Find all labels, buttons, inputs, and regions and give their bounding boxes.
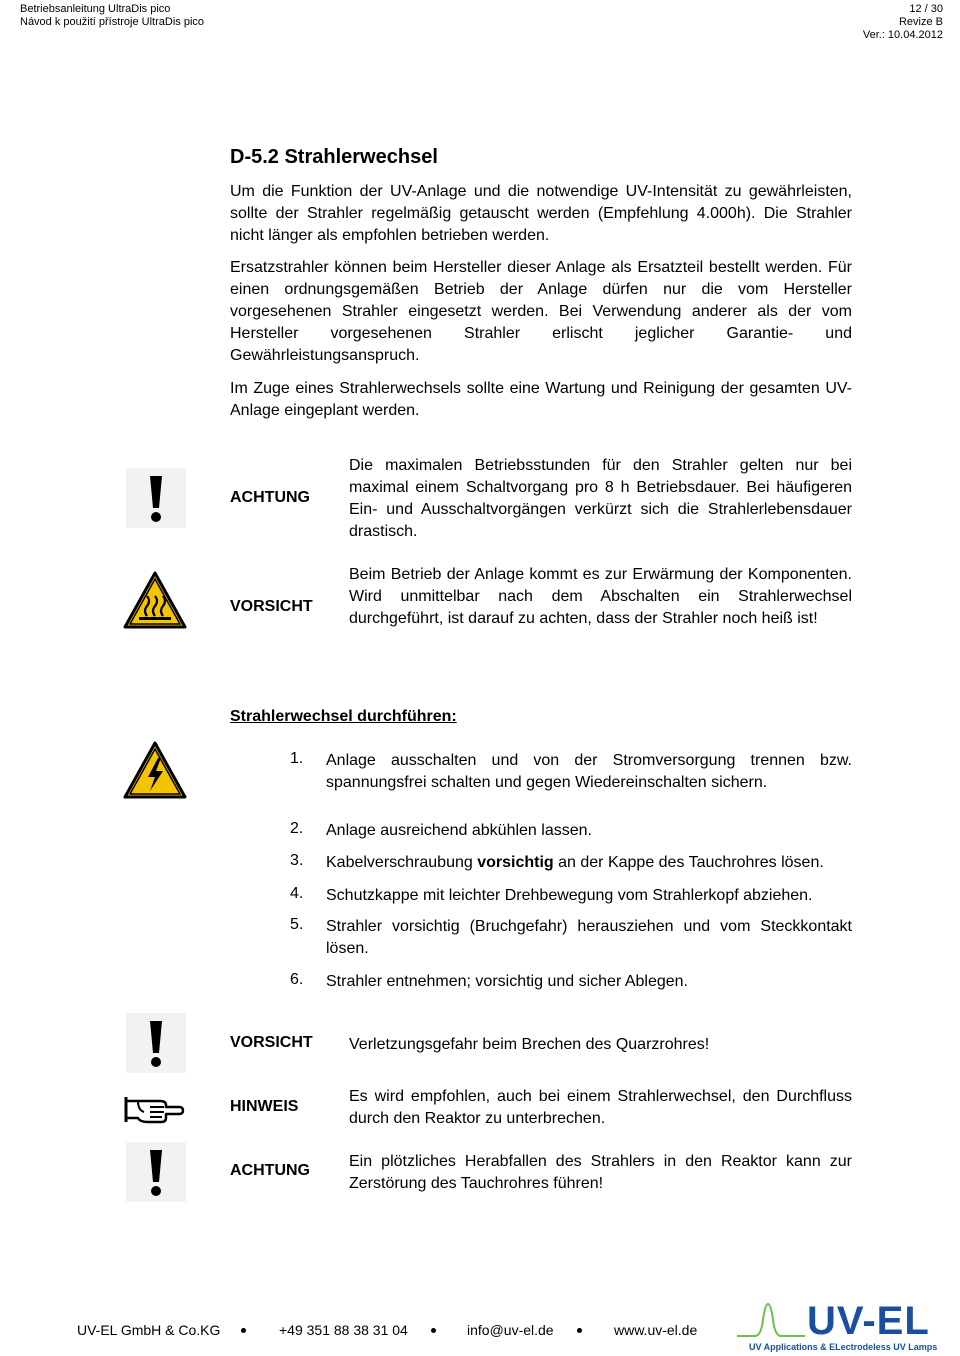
- step-text-emphasis: vorsichtig: [477, 854, 554, 871]
- notice-text-heat: Beim Betrieb der Anlage kommt es zur Erwärmung der Komponenten. Wird unmittelbar nach dem Abschalten ein Strahlerwechsel durchgeführt, ist darauf zu achten, dass der Strahler noch heiß ist!: [349, 566, 852, 627]
- notice-text-operating-hours: Die maximalen Betriebsstunden für den Strahler gelten nur bei maximal einem Schaltvorgang pro 8 h Betriebsdauer. Bei häufigeren Ein- und Ausschaltvorgängen verkürzt sich die Strahlerlebensdauer drastisch.: [349, 457, 852, 540]
- page-number: 12 / 30: [909, 3, 943, 15]
- section-title: D-5.2 Strahlerwechsel: [230, 146, 438, 168]
- footer-website[interactable]: www.uv-el.de: [614, 1322, 698, 1338]
- hot-surface-warning-icon: [123, 570, 187, 630]
- header-left: [20, 3, 204, 29]
- step-number: 6.: [290, 971, 304, 988]
- doc-title-cz: Návod k použití přístroje UltraDis pico: [20, 16, 205, 28]
- electrical-hazard-icon: [123, 740, 187, 800]
- notice-text-quartz: Verletzungsgefahr beim Brechen des Quarzrohres!: [349, 1036, 710, 1053]
- pointing-hand-icon: [124, 1092, 186, 1124]
- paragraph-maintenance: Im Zuge eines Strahlerwechsels sollte eine Wartung und Reinigung der gesamten UV-Anlage eingeplant werden.: [230, 380, 852, 419]
- step-text: Strahler vorsichtig (Bruchgefahr) herausziehen und vom Steckkontakt lösen.: [326, 918, 852, 957]
- notice-label-hinweis: HINWEIS: [230, 1098, 299, 1115]
- footer-separator: [577, 1328, 582, 1333]
- step-text: Anlage ausreichend abkühlen lassen.: [326, 822, 592, 839]
- revision: Revize B: [898, 16, 943, 28]
- step-number: 1.: [290, 750, 304, 767]
- step-number: 3.: [290, 852, 304, 869]
- notice-text-fall: Ein plötzliches Herabfallen des Strahlers in den Reaktor kann zur Zerstörung des Tauchrohres führen!: [349, 1153, 852, 1192]
- logo-text: UV-EL: [807, 1299, 930, 1343]
- exclamation-icon: [126, 1013, 186, 1073]
- paragraph-replacement: Ersatzstrahler können beim Hersteller dieser Anlage als Ersatzteil bestellt werden. Für einen ordnungsgemäßen Betrieb der Anlage dürfen nur die vom Hersteller vorgesehenen Strahler eingesetzt werden. Bei Verwendung anderer als der vom Hersteller vorgesehenen Strahler erlischt jeglicher Garantie- und Gewährleistungsanspruch.: [230, 259, 852, 364]
- notice-label-achtung-fall: ACHTUNG: [230, 1162, 310, 1179]
- notice-text-flow: Es wird empfohlen, auch bei einem Strahlerwechsel, den Durchfluss durch den Reaktor zu unterbrechen.: [349, 1088, 852, 1127]
- procedure-heading: Strahlerwechsel durchführen:: [230, 708, 457, 725]
- header-right: [863, 3, 943, 42]
- footer-separator: [241, 1328, 246, 1333]
- footer-phone: +49 351 88 38 31 04: [279, 1322, 408, 1338]
- paragraph-intro: Um die Funktion der UV-Anlage und die notwendige UV-Intensität zu gewährleisten, sollte der Strahler regelmäßig getauscht werden (Empfehlung 4.000h). Die Strahler nicht länger als empfohlen betrieben werden.: [230, 183, 852, 244]
- step-text: Schutzkappe mit leichter Drehbewegung vom Strahlerkopf abziehen.: [326, 887, 813, 904]
- step-text-post: an der Kappe des Tauchrohres lösen.: [553, 854, 824, 871]
- footer-email[interactable]: info@uv-el.de: [467, 1322, 554, 1338]
- step-text: Anlage ausschalten und von der Stromversorgung trennen bzw. spannungsfrei schalten und gegen Wiedereinschalten sichern.: [326, 752, 852, 791]
- step-number: 5.: [290, 916, 304, 933]
- footer-company: UV-EL GmbH & Co.KG: [77, 1322, 221, 1338]
- step-number: 4.: [290, 885, 304, 902]
- doc-title-de: Betriebsanleitung UltraDis pico: [20, 3, 171, 15]
- version-date: Ver.: 10.04.2012: [862, 29, 943, 41]
- step-number: 2.: [290, 820, 304, 837]
- exclamation-icon: [126, 1142, 186, 1202]
- footer-separator: [431, 1328, 436, 1333]
- notice-label-achtung: ACHTUNG: [230, 489, 310, 506]
- notice-label-vorsicht-quartz: VORSICHT: [230, 1034, 313, 1051]
- step-text: Strahler entnehmen; vorsichtig und sicher Ablegen.: [326, 973, 688, 990]
- exclamation-icon: [126, 468, 186, 528]
- company-logo: [735, 1300, 945, 1354]
- logo-tagline: UV Applications & ELectrodeless UV Lamps: [749, 1342, 938, 1352]
- step-text: [326, 852, 852, 874]
- notice-label-vorsicht: VORSICHT: [230, 598, 313, 615]
- step-text-pre: Kabelverschraubung: [326, 854, 478, 871]
